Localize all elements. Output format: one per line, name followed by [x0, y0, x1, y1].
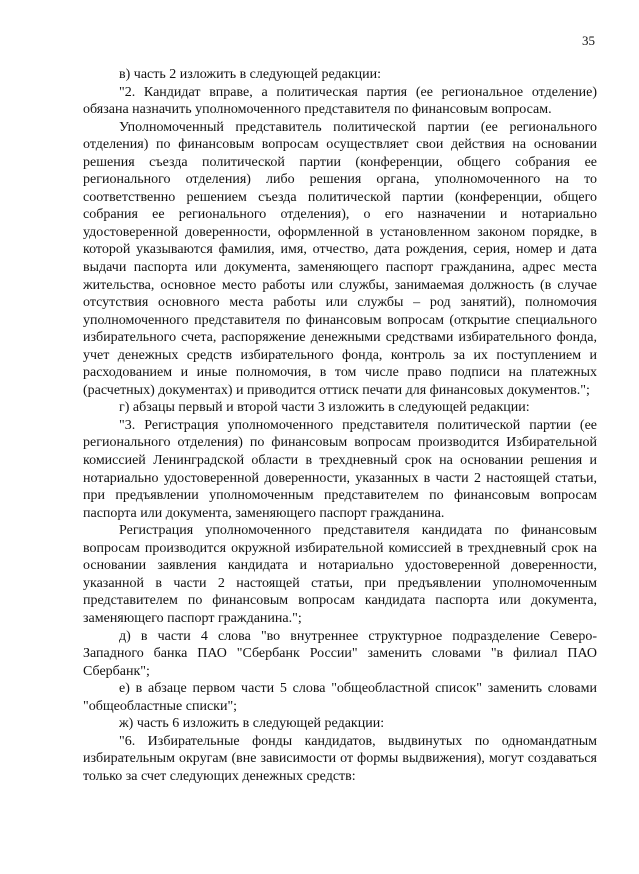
document-body — [83, 66, 597, 785]
paragraph-candidate-registration: Регистрация уполномоченного представителя кандидата по финансовым вопросам производится окружной избирательной комиссией в трехдневный срок на основании заявления кандидата и нотариально удостоверенной доверенности, указанной в части 2 настоящей статьи, при предъявлении уполномоченным представителем по финансовым вопросам кандидата паспорта или документа, заменяющего паспорт гражданина."; — [83, 523, 597, 626]
paragraph-authorized-representative: Уполномоченный представитель политической партии (ее регионального отделения) по финансовым вопросам осуществляет свои действия на основании решения съезда политической партии (конференции, общего собрания ее регионального отделения) либо решения органа, уполномоченного на то соответственно решением съезда политической партии (конференции, общего собрания ее регионального отделения), о его назначении и нотариально удостоверенной доверенности, оформленной в установленном законом порядке, в которой указываются фамилия, имя, отчество, дата рождения, серия, номер и дата выдачи паспорта или документа, заменяющего паспорт гражданина, адрес места жительства, основное место работы или службы, занимаемая должность (в случае отсутствия основного места работы или службы – род занятий), полномочия уполномоченного представителя по финансовым вопросам (открытие специального избирательного счета, распоряжение денежными средствами избирательного фонда, учет денежных средств избирательного фонда, контроль за их поступлением и расходованием и иные полномочия, в том числе право подписи на платежных (расчетных) документах) и приводится оттиск печати для финансовых документов."; — [83, 119, 597, 398]
paragraph-item-zh: ж) часть 6 изложить в следующей редакции: — [119, 716, 385, 732]
paragraph-point-3-registration: "3. Регистрация уполномоченного представителя политической партии (ее регионального отделения) по финансовым вопросам производится Избирательной комиссией Ленинградской области в трехдневный срок на основании решения и нотариально удостоверенной доверенности, указанных в части 2 настоящей статьи, при предъявлении уполномоченным представителем по финансовым вопросам паспорта или документа, заменяющего паспорт гражданина. — [83, 417, 597, 521]
paragraph-point-2-candidate: "2. Кандидат вправе, а политическая партия (ее региональное отделение) обязана назначить уполномоченного представителя по финансовым вопросам. — [83, 84, 597, 118]
paragraph-point-6-funds: "6. Избирательные фонды кандидатов, выдвинутых по одномандатным избирательным округам (вне зависимости от формы выдвижения), могут создаваться только за счет следующих денежных средств: — [83, 733, 597, 784]
paragraph-item-g: г) абзацы первый и второй части 3 изложить в следующей редакции: — [119, 400, 530, 416]
paragraph-item-e: е) в абзаце первом части 5 слова "общеобластной список" заменить словами "общеобластные списки"; — [83, 681, 597, 714]
paragraph-item-d: д) в части 4 слова "во внутреннее структурное подразделение Северо-Западного банка ПАО "Сбербанк России" заменить словами "в филиал ПАО Сбербанк"; — [83, 628, 597, 679]
paragraph-item-v: в) часть 2 изложить в следующей редакции: — [119, 67, 382, 82]
page-number: 35 — [582, 33, 595, 48]
